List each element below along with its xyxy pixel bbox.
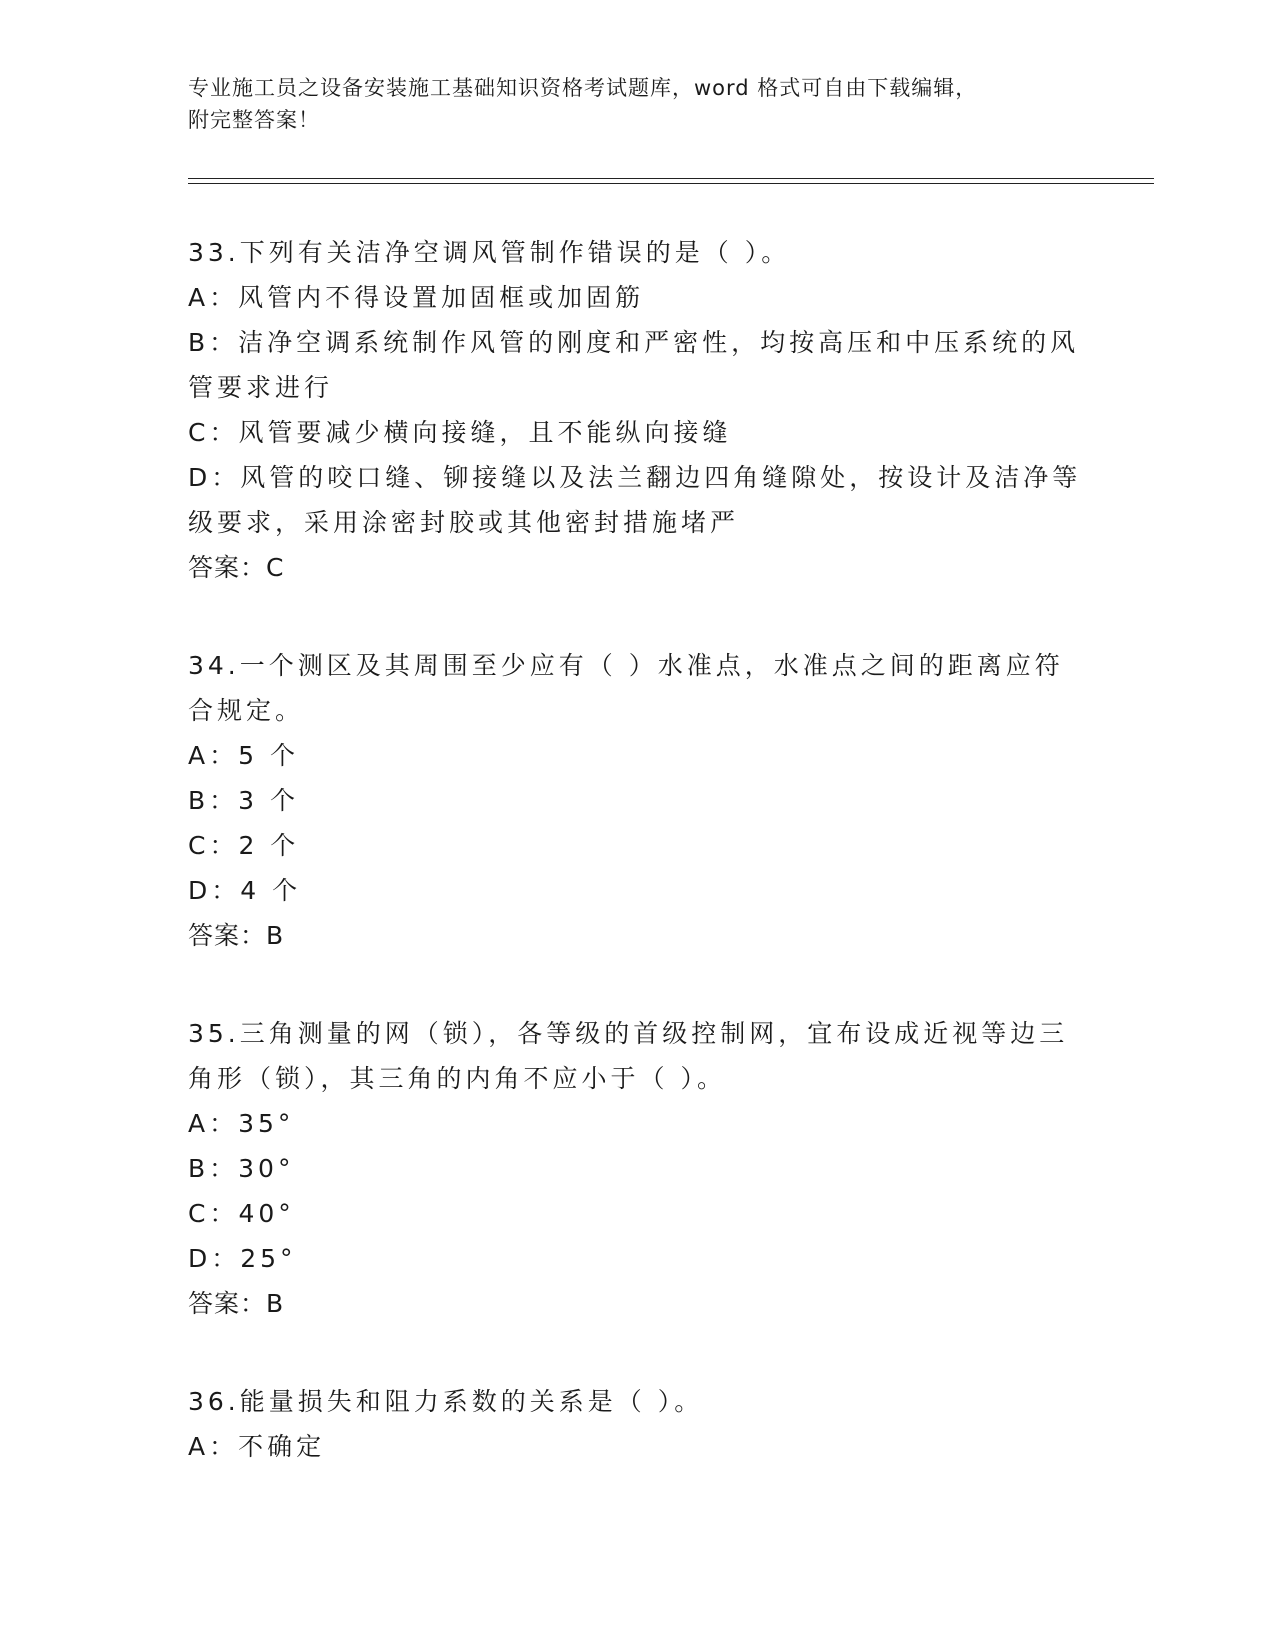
- option-a: A：5 个: [188, 741, 299, 770]
- option-c: C：40°: [188, 1199, 295, 1228]
- header-line-2: 附完整答案！: [188, 108, 320, 132]
- question-35: [188, 1011, 1088, 1326]
- question-34: [188, 643, 1088, 958]
- question-stem-continued: 角形（锁），其三角的内角不应小于（ ）。: [188, 1064, 726, 1093]
- option-d: D：4 个: [188, 876, 302, 905]
- question-stem: 33.下列有关洁净空调风管制作错误的是（ ）。: [188, 238, 791, 267]
- option-a: A：不确定: [188, 1432, 326, 1461]
- option-c: C：风管要减少横向接缝，且不能纵向接缝: [188, 418, 732, 447]
- question-33: [188, 230, 1088, 590]
- question-stem: 34.一个测区及其周围至少应有（ ）水准点，水准点之间的距离应符: [188, 651, 1064, 680]
- header-line-1: 专业施工员之设备安装施工基础知识资格考试题库，word 格式可自由下载编辑，: [188, 76, 978, 100]
- answer-label: 答案：B: [188, 1289, 285, 1318]
- option-b: B：3 个: [188, 786, 300, 815]
- option-d: D：风管的咬口缝、铆接缝以及法兰翻边四角缝隙处，按设计及洁净等: [188, 463, 1082, 492]
- header-divider-bottom: [188, 183, 1154, 184]
- question-stem-continued: 合规定。: [188, 696, 305, 725]
- answer-label: 答案：B: [188, 921, 285, 950]
- answer-label: 答案：C: [188, 553, 285, 582]
- option-c: C：2 个: [188, 831, 300, 860]
- option-a: A：35°: [188, 1109, 295, 1138]
- option-b: B：30°: [188, 1154, 295, 1183]
- option-d-continued: 级要求，采用涂密封胶或其他密封措施堵严: [188, 508, 740, 537]
- question-36: [188, 1379, 1088, 1469]
- option-b: B：洁净空调系统制作风管的刚度和严密性，均按高压和中压系统的风: [188, 328, 1080, 357]
- option-a: A：风管内不得设置加固框或加固筋: [188, 283, 645, 312]
- question-stem: 36.能量损失和阻力系数的关系是（ ）。: [188, 1387, 704, 1416]
- option-b-continued: 管要求进行: [188, 373, 334, 402]
- document-header: [188, 72, 1088, 136]
- question-list: [188, 230, 1088, 1522]
- option-d: D：25°: [188, 1244, 297, 1273]
- header-divider-top: [188, 178, 1154, 179]
- question-stem: 35.三角测量的网（锁），各等级的首级控制网，宜布设成近视等边三: [188, 1019, 1069, 1048]
